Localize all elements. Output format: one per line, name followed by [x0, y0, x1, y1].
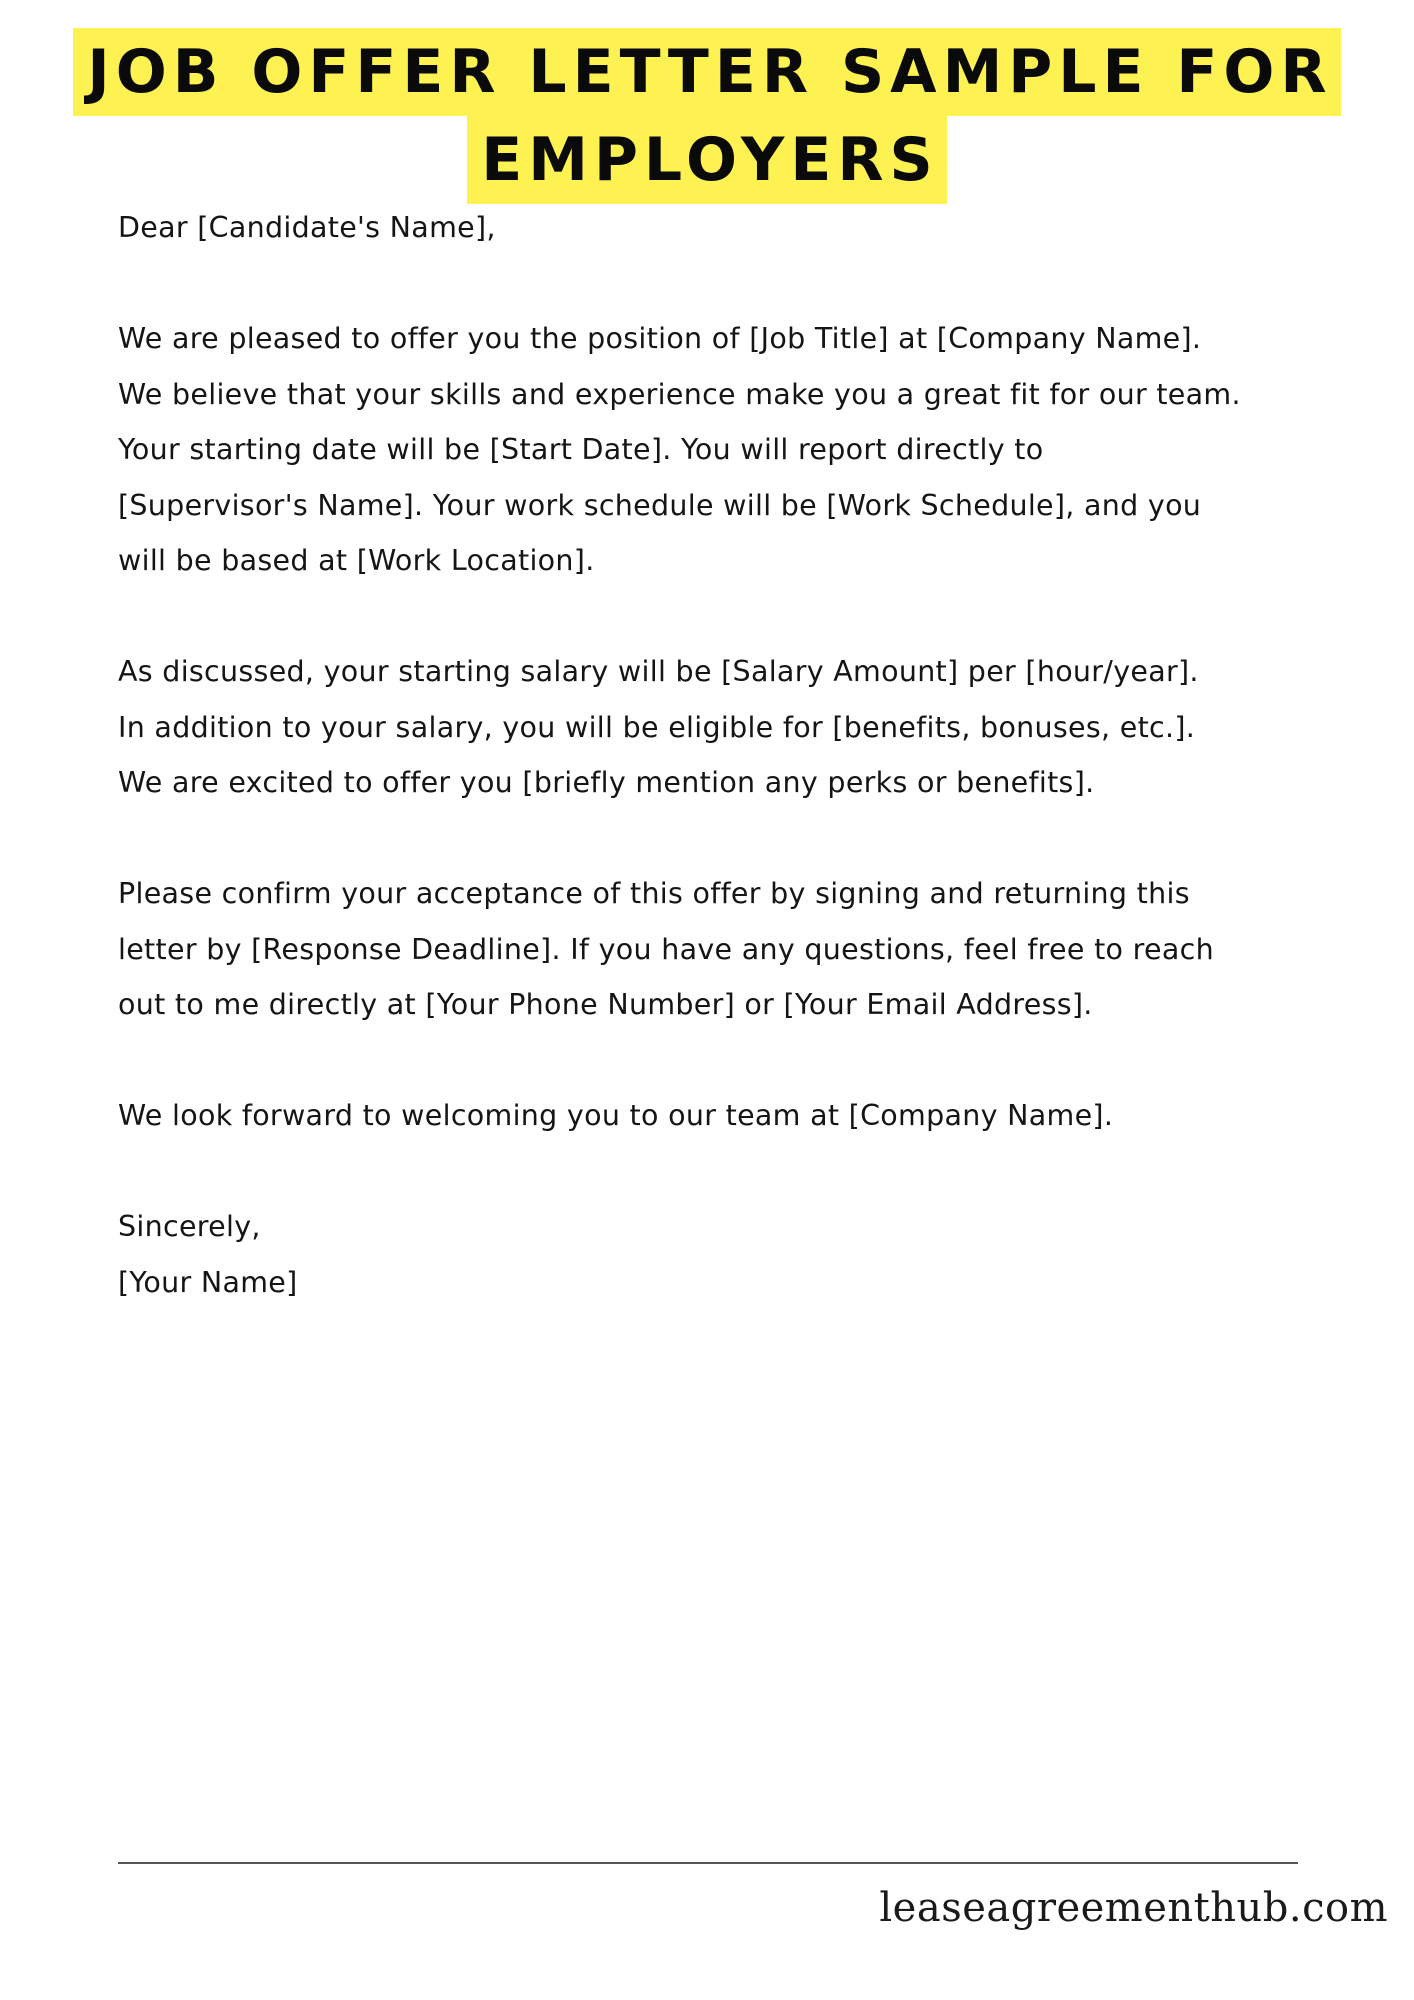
- page-title: [0, 28, 1414, 204]
- paragraph-line: Please confirm your acceptance of this offer by signing and returning this: [118, 877, 1190, 910]
- closing: Sincerely,: [118, 1210, 261, 1243]
- paragraph-position: [118, 311, 1318, 589]
- signature: [Your Name]: [118, 1265, 298, 1299]
- paragraph-line: As discussed, your starting salary will be [Salary Amount] per [hour/year].: [118, 655, 1199, 688]
- paragraph-line: We are pleased to offer you the position of [Job Title] at [Company Name].: [118, 322, 1202, 355]
- title-line-2: EMPLOYERS: [467, 116, 946, 204]
- paragraph-line: Your starting date will be [Start Date]. You will report directly to: [118, 433, 1044, 466]
- footer-website: leaseagreementhub.com: [879, 1885, 1388, 1931]
- paragraph-acceptance: [118, 866, 1318, 1033]
- title-line-1: JOB OFFER LETTER SAMPLE FOR: [73, 28, 1340, 116]
- paragraph-line: We believe that your skills and experience make you a great fit for our team.: [118, 377, 1241, 411]
- paragraph-salary: [118, 644, 1318, 811]
- paragraph-line: out to me directly at [Your Phone Number] or [Your Email Address].: [118, 988, 1093, 1021]
- footer-divider: [118, 1862, 1298, 1864]
- paragraph-line: In addition to your salary, you will be eligible for [benefits, bonuses, etc.].: [118, 710, 1196, 744]
- salutation: Dear [Candidate's Name],: [118, 211, 496, 244]
- paragraph-welcome: We look forward to welcoming you to our team at [Company Name].: [118, 1099, 1114, 1132]
- paragraph-line: will be based at [Work Location].: [118, 544, 595, 577]
- letter-body: [118, 200, 1318, 1310]
- paragraph-line: We are excited to offer you [briefly mention any perks or benefits].: [118, 766, 1095, 799]
- paragraph-line: [Supervisor's Name]. Your work schedule will be [Work Schedule], and you: [118, 488, 1202, 522]
- paragraph-line: letter by [Response Deadline]. If you have any questions, feel free to reach: [118, 932, 1214, 966]
